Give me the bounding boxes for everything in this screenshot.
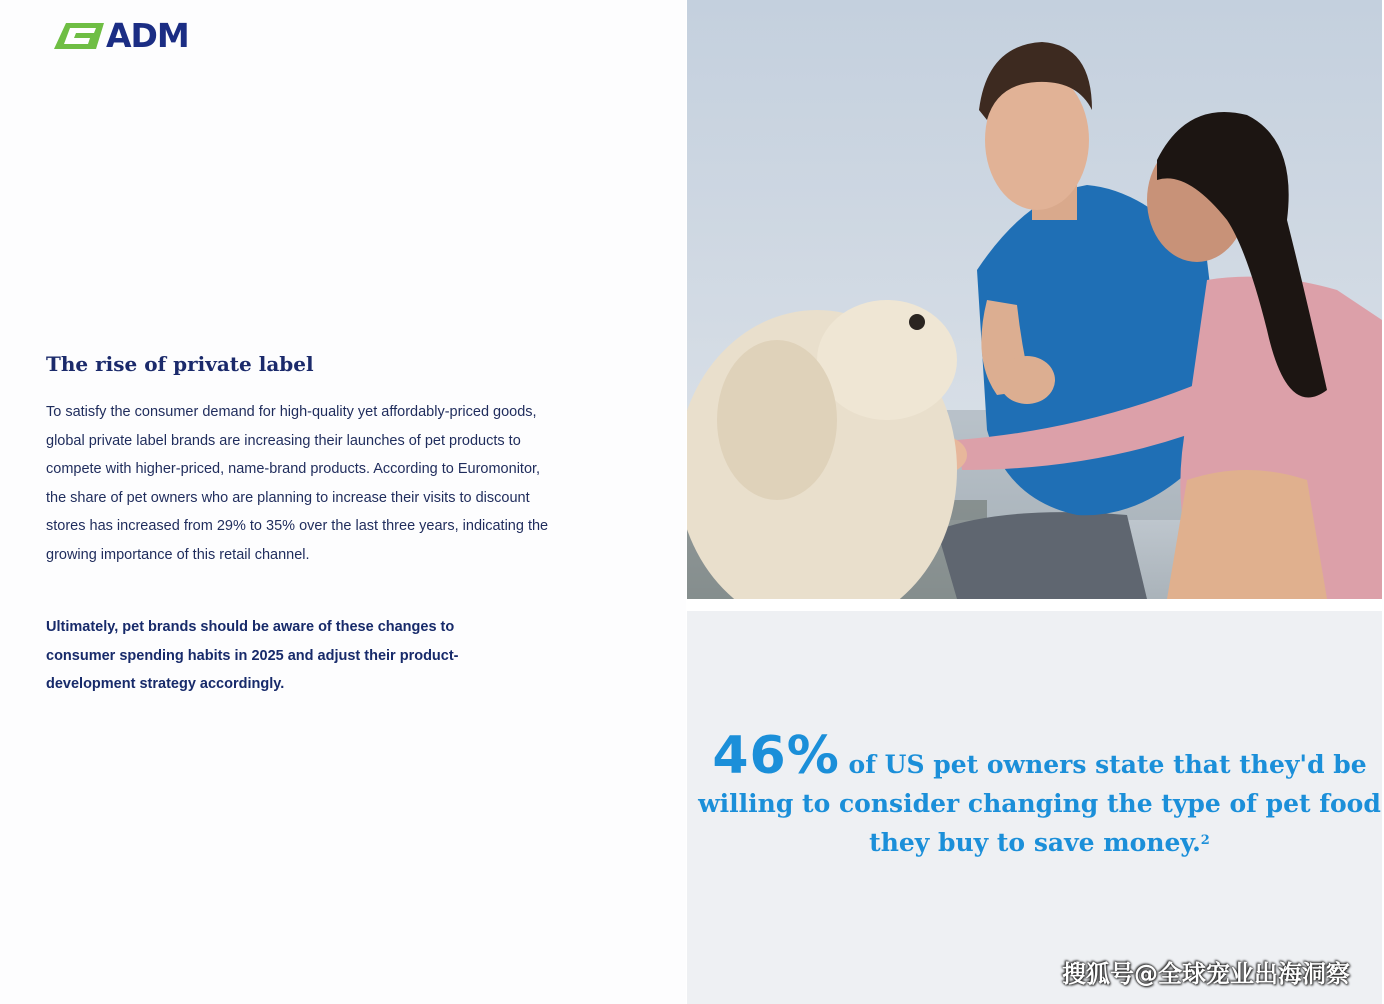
leaf-logo-icon	[52, 19, 108, 53]
emphasis-paragraph: Ultimately, pet brands should be aware of these changes to consumer spending habits in 2025 and adjust their product-development strategy accordingly.	[46, 619, 459, 693]
section-title: The rise of private label	[46, 352, 314, 376]
footnote-marker: 2	[1200, 833, 1210, 848]
stat-callout-panel	[687, 611, 1382, 1004]
stat-callout	[687, 726, 1384, 862]
adm-logo	[52, 18, 189, 54]
watermark: 搜狐号@全球宠业出海洞察	[1062, 960, 1350, 988]
photo-illustration	[687, 0, 1382, 599]
stat-number: 46%	[712, 726, 840, 786]
photo-people-with-dog	[687, 0, 1382, 599]
left-page	[0, 0, 686, 1004]
body-paragraph: To satisfy the consumer demand for high-quality yet affordably-priced goods, global private label brands are increasing their launches of pet products to compete with higher-priced, name-brand products. According to Euromonitor, the share of pet owners who are planning to increase their visits to discount stores has increased from 29% to 35% over the last three years, indicating the growing importance of this retail channel.	[46, 404, 549, 563]
logo-text: ADM	[106, 16, 189, 55]
stat-text: of US pet owners state that they'd be willing to consider changing the type of pet food they buy to save money.	[698, 750, 1381, 857]
